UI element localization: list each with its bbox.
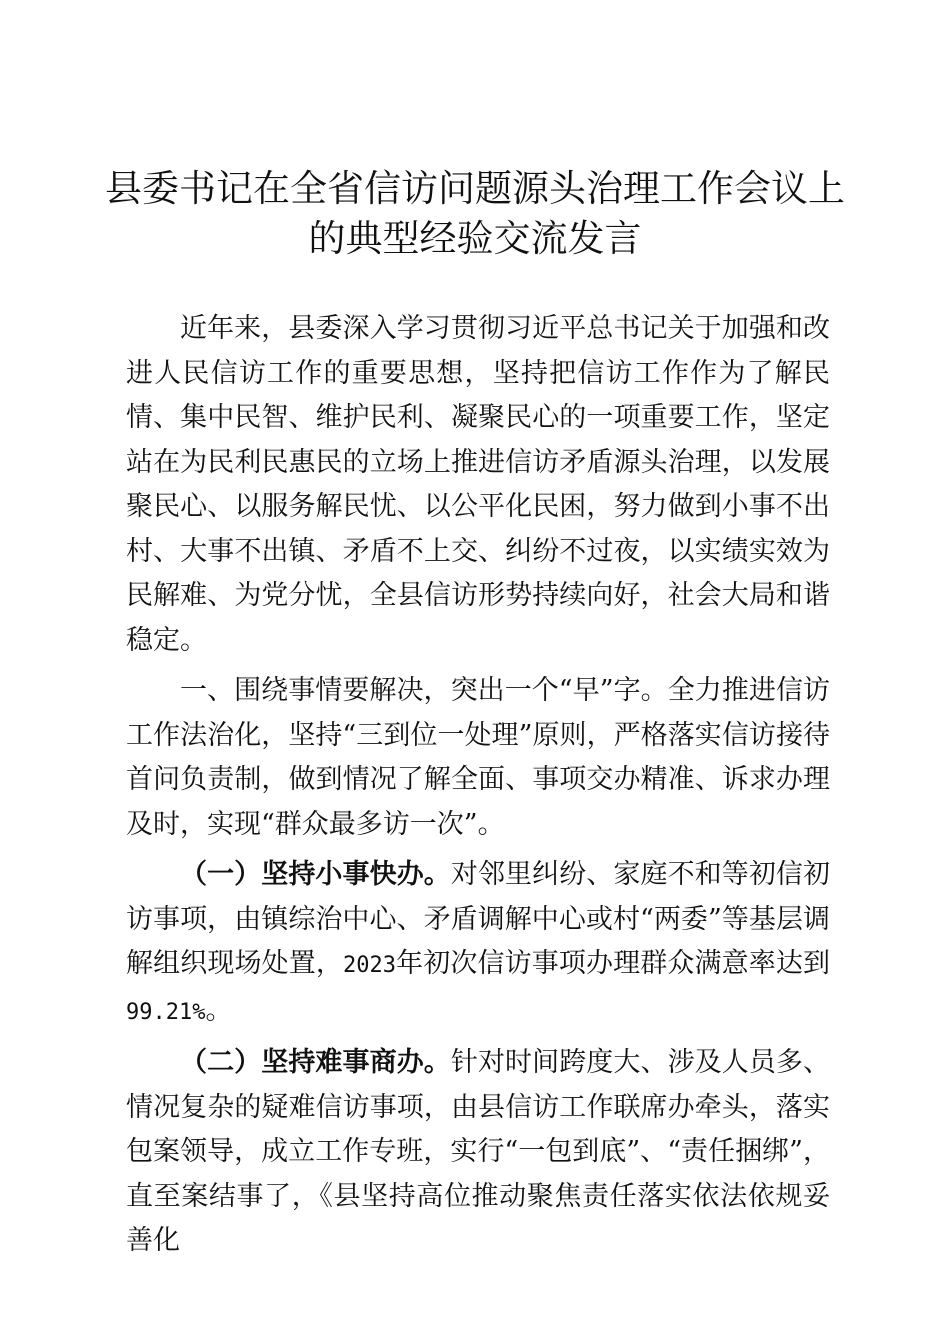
item-1-paragraph	[126, 853, 830, 1035]
item-1-rate: 99.21%	[126, 999, 206, 1025]
item-2-paragraph	[126, 1041, 830, 1264]
document-title	[100, 164, 850, 264]
item-1-heading: （一）坚持小事快办。	[180, 859, 451, 890]
item-1-end: 。	[205, 994, 233, 1026]
title-line-1: 县委书记在全省信访问题源头治理工作会议上	[105, 167, 845, 210]
intro-paragraph: 近年来，县委深入学习贯彻习近平总书记关于加强和改进人民信访工作的重要思想，坚持把信访工作作为了解民情、集中民智、维护民利、凝聚民心的一项重要工作，坚定站在为民利民惠民的立场上推进信访矛盾源头治理，以发展聚民心、以服务解民忧、以公平化民困，努力做到小事不出村、大事不出镇、矛盾不上交、纠纷不过夜，以实绩实效为民解难、为党分忧，全县信访形势持续向好，社会大局和谐稳定。	[126, 313, 830, 656]
item-2-heading: （二）坚持难事商办。	[180, 1047, 451, 1078]
item-1-text-b: 年初次信访事项办理群众满意率达到	[396, 948, 831, 979]
item-1-year: 2023	[343, 953, 396, 978]
item-1-text-a: 对邻里纠纷、家庭不和等初信初访事项，由镇综治中心、矛盾调解中心或村“两委”等基层调解组织现场处置，	[126, 859, 831, 979]
title-line-2: 的典型经验交流发言	[308, 217, 642, 260]
document-body	[126, 307, 830, 1264]
section-1-paragraph: 一、围绕事情要解决，突出一个“早”字。全力推进信访工作法治化，坚持“三到位一处理”原则，严格落实信访接待首问负责制，做到情况了解全面、事项交办精准、诉求办理及时，实现“群众最多访一次”。	[126, 675, 830, 840]
item-2-text: 针对时间跨度大、涉及人员多、情况复杂的疑难信访事项，由县信访工作联席办牵头，落实包案领导，成立工作专班，实行“一包到底”、“责任捆绑”，直至案结事了，《县坚持高位推动聚焦责任落实依法依规妥善化	[126, 1047, 831, 1256]
